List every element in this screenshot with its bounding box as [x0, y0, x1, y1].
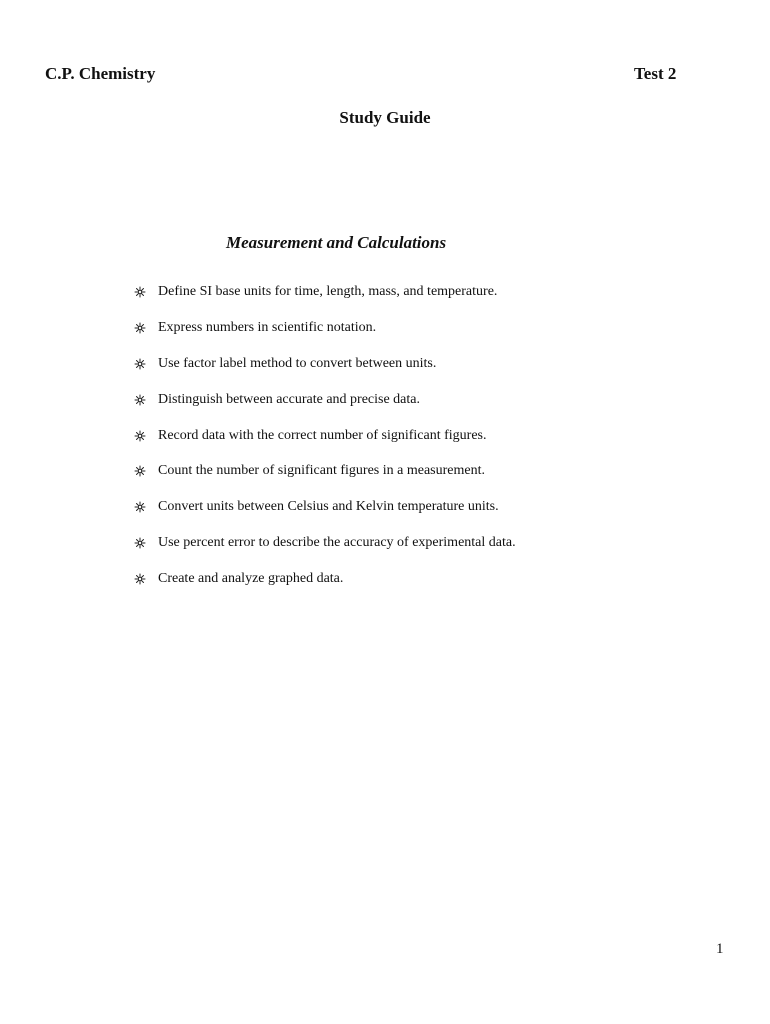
section-heading: Measurement and Calculations	[226, 233, 447, 252]
list-item	[134, 424, 516, 460]
course-title: C.P. Chemistry	[45, 64, 156, 83]
asterisk-bullet-icon	[134, 567, 158, 591]
page-title-text: Study Guide	[339, 108, 431, 127]
list-item	[134, 280, 516, 316]
page-title	[0, 108, 770, 128]
list-item-text: Record data with the correct number of significant figures.	[158, 427, 487, 443]
list-item-text: Create and analyze graphed data.	[158, 571, 344, 587]
list-item	[134, 531, 516, 567]
list-item	[134, 567, 516, 603]
asterisk-bullet-icon	[134, 316, 158, 340]
objectives-list	[134, 280, 516, 603]
list-item	[134, 495, 516, 531]
list-item-text: Use percent error to describe the accuracy of experimental data.	[158, 535, 516, 551]
asterisk-bullet-icon	[134, 388, 158, 412]
list-item	[134, 352, 516, 388]
asterisk-bullet-icon	[134, 495, 158, 519]
list-item-text: Express numbers in scientific notation.	[158, 319, 377, 335]
list-item	[134, 459, 516, 495]
asterisk-bullet-icon	[134, 352, 158, 376]
asterisk-bullet-icon	[134, 424, 158, 448]
list-item-text: Count the number of significant figures in a measurement.	[158, 463, 485, 479]
test-label: Test 2	[634, 64, 677, 83]
list-item	[134, 388, 516, 424]
asterisk-bullet-icon	[134, 531, 158, 555]
asterisk-bullet-icon	[134, 459, 158, 483]
list-item-text: Define SI base units for time, length, mass, and temperature.	[158, 284, 498, 299]
list-item-text: Distinguish between accurate and precise data.	[158, 391, 421, 407]
list-item-text: Use factor label method to convert between units.	[158, 355, 437, 371]
list-item	[134, 316, 516, 352]
page-number: 1	[716, 941, 724, 957]
list-item-text: Convert units between Celsius and Kelvin temperature units.	[158, 499, 499, 515]
asterisk-bullet-icon	[134, 280, 158, 304]
